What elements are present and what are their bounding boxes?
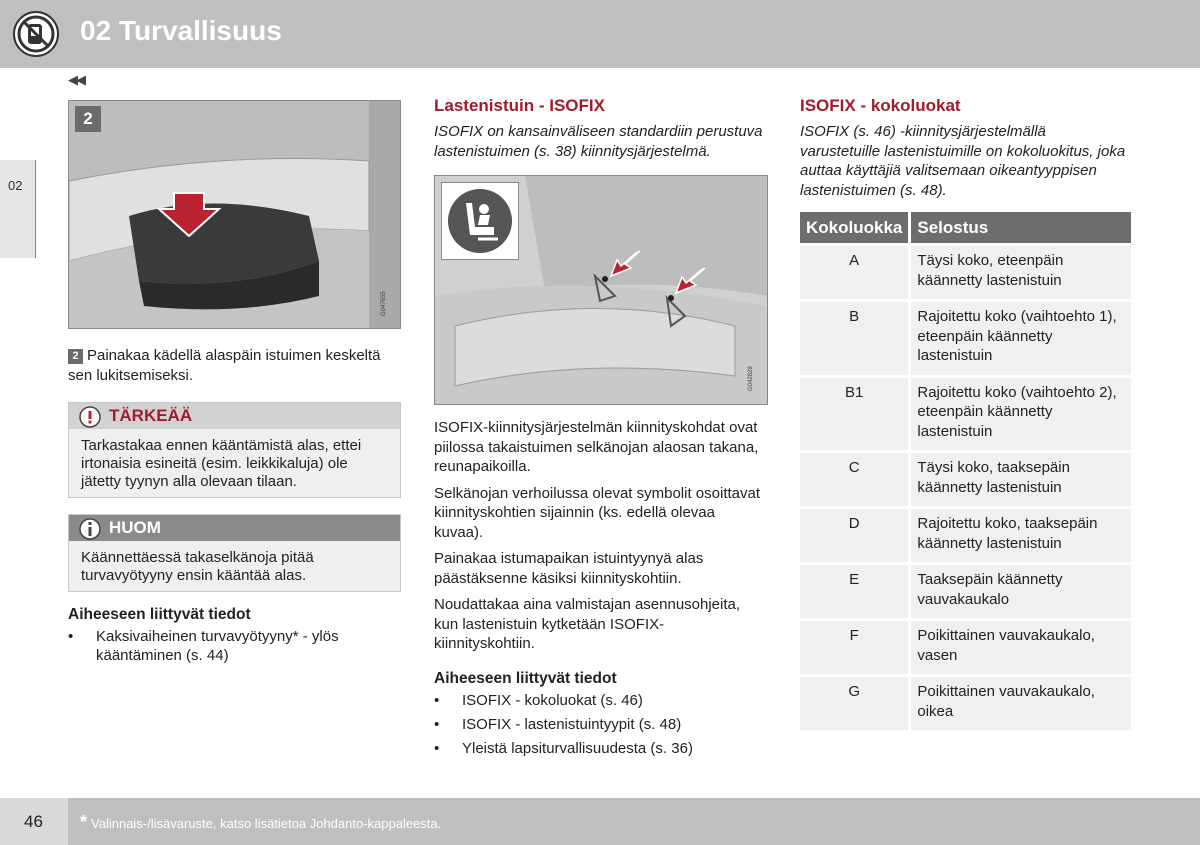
section-title-size-classes: ISOFIX - kokoluokat bbox=[800, 96, 961, 115]
description-cell: Täysi koko, taaksepäin käännetty lastenistuin bbox=[910, 452, 1131, 508]
important-text: Tarkastakaa ennen kääntämistä alas, ettei irtonaisia esineitä (esim. leikkikaluja) ole jätetty tyynyn alla olevaan tilaan. bbox=[81, 437, 362, 490]
column-header-class: Kokoluokka bbox=[800, 212, 910, 245]
description-cell: Rajoitettu koko (vaihtoehto 1), eteenpäin käännetty lastenistuin bbox=[910, 301, 1131, 377]
table-row bbox=[800, 676, 1131, 731]
section-intro-size-classes: ISOFIX (s. 46) -kiinnitysjärjestelmällä varustetuille lastenistuimille on kokoluokitus, joka auttaa käyttäjiä valitsemaan oikeantyyppisen lastenistuimen (s. 48). bbox=[800, 123, 1126, 199]
description-cell: Rajoitettu koko, taaksepäin käännetty lastenistuin bbox=[910, 508, 1131, 564]
description-cell: Täysi koko, eteenpäin käännetty lastenistuin bbox=[910, 245, 1131, 301]
seat-figure bbox=[68, 100, 401, 329]
class-cell: C bbox=[800, 452, 910, 508]
class-cell: D bbox=[800, 508, 910, 564]
table-row bbox=[800, 376, 1131, 452]
footnote bbox=[80, 812, 441, 833]
previous-page-icon[interactable]: ◀◀ bbox=[68, 72, 84, 87]
paragraph: Selkänojan verhoilussa olevat symbolit osoittavat kiinnityskohtien sijainnin (ks. edellä olevaa kuvaa). bbox=[434, 484, 761, 541]
table-row bbox=[800, 564, 1131, 620]
caption-number-badge: 2 bbox=[68, 349, 83, 364]
chapter-tab[interactable] bbox=[0, 160, 36, 258]
table-row bbox=[800, 620, 1131, 676]
page-number: 46 bbox=[24, 812, 43, 831]
class-cell: F bbox=[800, 620, 910, 676]
figure-code: G047655 bbox=[381, 291, 387, 316]
important-box bbox=[68, 402, 401, 498]
description-cell: Poikittainen vauvakaukalo, vasen bbox=[910, 620, 1131, 676]
chapter-tab-label: 02 bbox=[8, 178, 23, 193]
class-cell: G bbox=[800, 676, 910, 731]
related-list-middle bbox=[434, 691, 764, 763]
isofix-symbol-frame bbox=[441, 182, 519, 260]
isofix-figure bbox=[434, 175, 768, 405]
info-icon bbox=[79, 518, 101, 540]
size-class-table bbox=[800, 212, 1131, 730]
seat-cushion-illustration bbox=[69, 101, 400, 328]
page-title: 02 Turvallisuus bbox=[80, 15, 282, 46]
description-cell: Poikittainen vauvakaukalo, oikea bbox=[910, 676, 1131, 731]
note-text: Käännettäessä takaselkänoja pitää turvavyötyyny ensin kääntää alas. bbox=[81, 549, 314, 584]
section-intro-isofix: ISOFIX on kansainväliseen standardiin perustuva lastenistuimen (s. 38) kiinnitysjärjestelmä. bbox=[434, 123, 763, 160]
table-row bbox=[800, 245, 1131, 301]
child-seat-prohibited-icon bbox=[12, 10, 60, 58]
figure-code: G042828 bbox=[748, 366, 754, 391]
isofix-paragraphs bbox=[434, 418, 764, 654]
table-row bbox=[800, 508, 1131, 564]
class-cell: A bbox=[800, 245, 910, 301]
class-cell: B1 bbox=[800, 376, 910, 452]
figure-caption bbox=[68, 346, 398, 385]
footnote-star: * bbox=[80, 812, 88, 832]
paragraph: Noudattakaa aina valmistajan asennusohjeita, kun lastenistuin kytketään ISOFIX-kiinnityskohtiin. bbox=[434, 596, 741, 652]
note-title: HUOM bbox=[109, 518, 161, 537]
footnote-text: Valinnais-/lisävaruste, katso lisätietoa Johdanto-kappaleesta. bbox=[91, 816, 442, 831]
related-list-left bbox=[68, 627, 388, 670]
related-link[interactable]: • Kaksivaiheinen turvavyötyyny* - ylös kääntäminen (s. 44) bbox=[68, 627, 388, 665]
paragraph: Painakaa istumapaikan istuintyynyä alas päästäksenne käsiksi kiinnityskohtiin. bbox=[434, 550, 704, 587]
class-cell: E bbox=[800, 564, 910, 620]
section-title-isofix: Lastenistuin - ISOFIX bbox=[434, 96, 605, 115]
table-row bbox=[800, 301, 1131, 377]
related-link[interactable]: • Yleistä lapsiturvallisuudesta (s. 36) bbox=[434, 739, 764, 758]
important-title: TÄRKEÄÄ bbox=[109, 406, 193, 425]
related-title-left: Aiheeseen liittyvät tiedot bbox=[68, 606, 251, 623]
caption-text: Painakaa kädellä alaspäin istuimen keskeltä sen lukitsemiseksi. bbox=[68, 347, 381, 384]
related-title-middle: Aiheeseen liittyvät tiedot bbox=[434, 670, 617, 687]
table-row bbox=[800, 452, 1131, 508]
related-link[interactable]: • ISOFIX - lastenistuintyypit (s. 48) bbox=[434, 715, 764, 734]
description-cell: Rajoitettu koko (vaihtoehto 2), eteenpäin käännetty lastenistuin bbox=[910, 376, 1131, 452]
related-link[interactable]: • ISOFIX - kokoluokat (s. 46) bbox=[434, 691, 764, 710]
column-header-description: Selostus bbox=[910, 212, 1131, 245]
table-header-row bbox=[800, 212, 1131, 245]
isofix-child-seat-icon bbox=[442, 183, 518, 259]
figure-number: 2 bbox=[75, 106, 101, 132]
note-box bbox=[68, 514, 401, 592]
paragraph: ISOFIX-kiinnitysjärjestelmän kiinnityskohdat ovat piilossa takaistuimen selkänojan alaosan takana, reunapaikoilla. bbox=[434, 419, 759, 475]
exclamation-icon bbox=[79, 406, 101, 428]
class-cell: B bbox=[800, 301, 910, 377]
description-cell: Taaksepäin käännetty vauvakaukalo bbox=[910, 564, 1131, 620]
